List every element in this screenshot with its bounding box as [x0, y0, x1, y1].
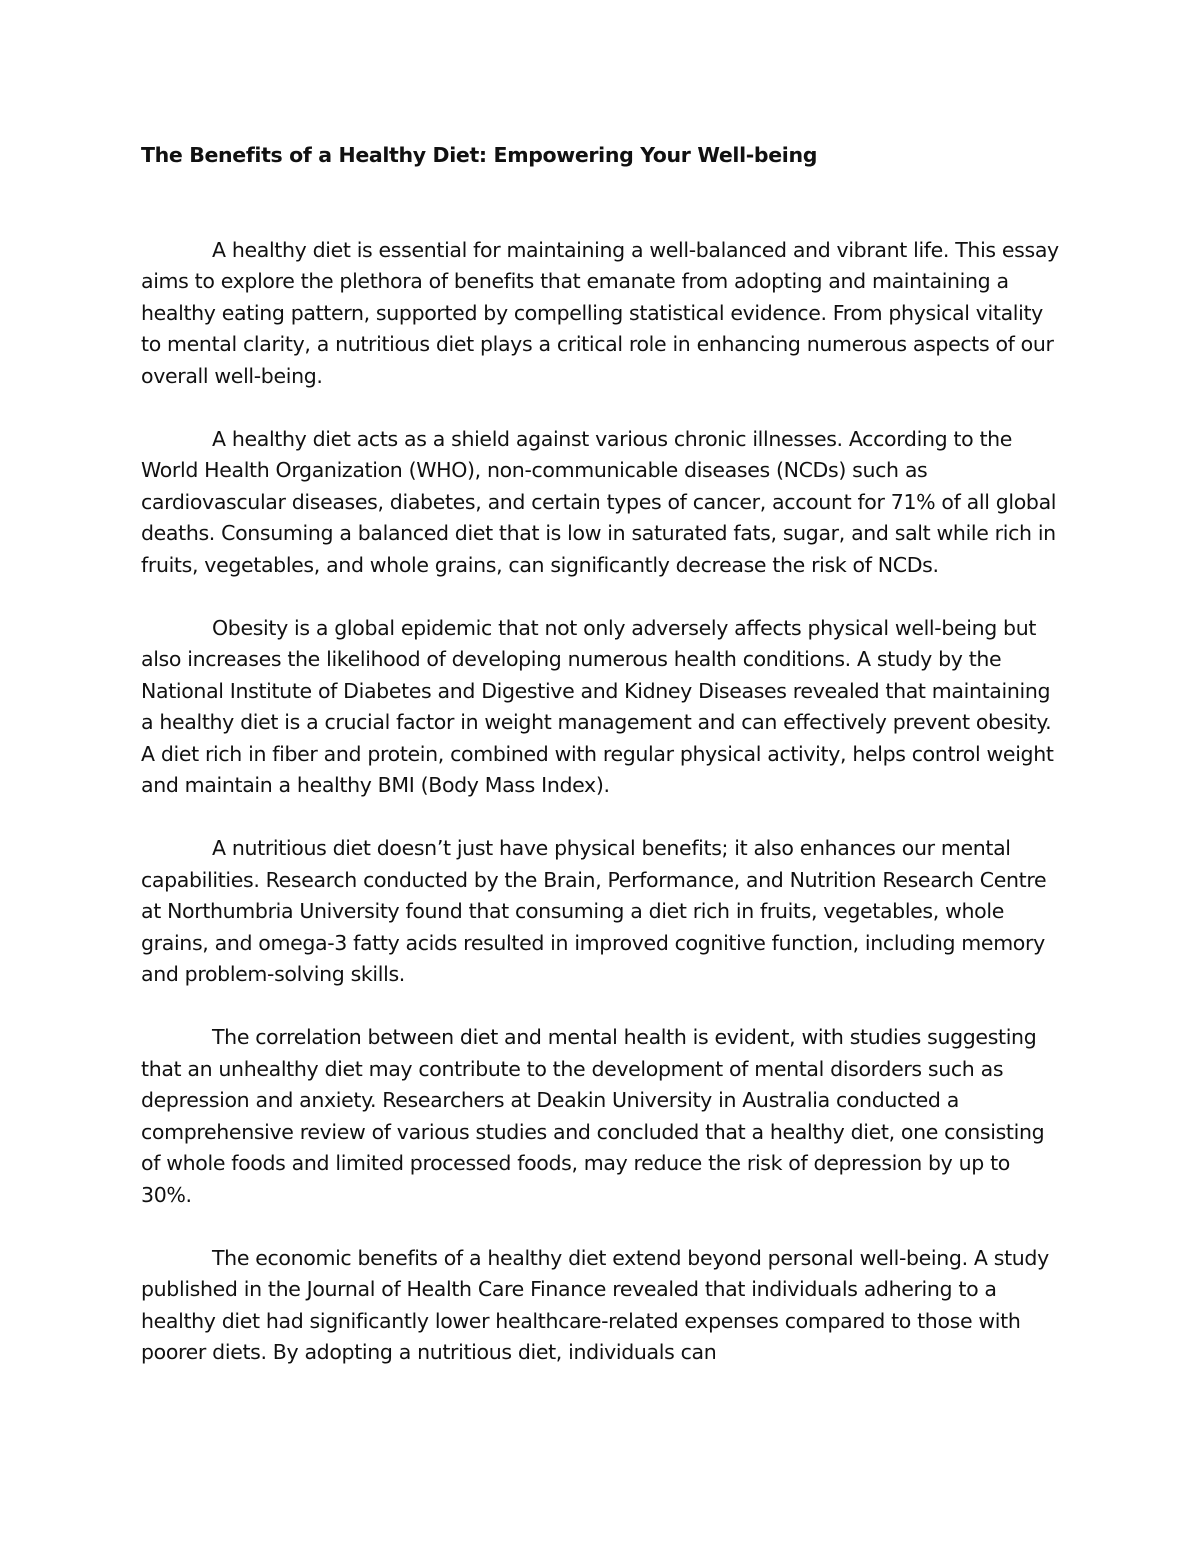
paragraph-mental-health: The correlation between diet and mental health is evident, with studies suggesting that an unhealthy diet may contribute to the development of mental disorders such as depression and anxiety. Researchers at Deakin University in Australia conducted a comprehensive review of various studies and concluded that a healthy diet, one consisting of whole foods and limited processed foods, may reduce the risk of depression by up to 30%.: [141, 1025, 1045, 1207]
paragraph-chronic-illness: A healthy diet acts as a shield against various chronic illnesses. According to the World Health Organization (WHO), non-communicable diseases (NCDs) such as cardiovascular diseases, diabetes, and certain types of cancer, account for 71% of all global deaths. Consuming a balanced diet that is low in saturated fats, sugar, and salt while rich in fruits, vegetables, and whole grains, can significantly decrease the risk of NCDs.: [141, 426, 1057, 577]
paragraph-economic-benefits: The economic benefits of a healthy diet extend beyond personal well-being. A study published in the Journal of Health Care Finance revealed that individuals adhering to a healthy diet had significantly lower healthcare-related expenses compared to those with poorer diets. By adopting a nutritious diet, individuals can: [141, 1245, 1049, 1364]
paragraph-obesity: Obesity is a global epidemic that not only adversely affects physical well-being but also increases the likelihood of developing numerous health conditions. A study by the National Institute of Diabetes and Digestive and Kidney Diseases revealed that maintaining a healthy diet is a crucial factor in weight management and can effectively prevent obesity. A diet rich in fiber and protein, combined with regular physical activity, helps control weight and maintain a healthy BMI (Body Mass Index).: [141, 615, 1054, 797]
paragraph-mental-capabilities: A nutritious diet doesn’t just have physical benefits; it also enhances our mental capabilities. Research conducted by the Brain, Performance, and Nutrition Research Centre at Northumbria University found that consuming a diet rich in fruits, vegetables, whole grains, and omega-3 fatty acids resulted in improved cognitive function, including memory and problem-solving skills.: [141, 836, 1047, 986]
paragraph-introduction: A healthy diet is essential for maintaining a well-balanced and vibrant life. This essay aims to explore the plethora of benefits that emanate from adopting and maintaining a healthy eating pattern, supported by compelling statistical evidence. From physical vitality to mental clarity, a nutritious diet plays a critical role in enhancing numerous aspects of our overall well-being.: [141, 237, 1059, 388]
document-body: [141, 140, 1066, 1369]
document-title: The Benefits of a Healthy Diet: Empowering Your Well-being: [141, 143, 818, 167]
